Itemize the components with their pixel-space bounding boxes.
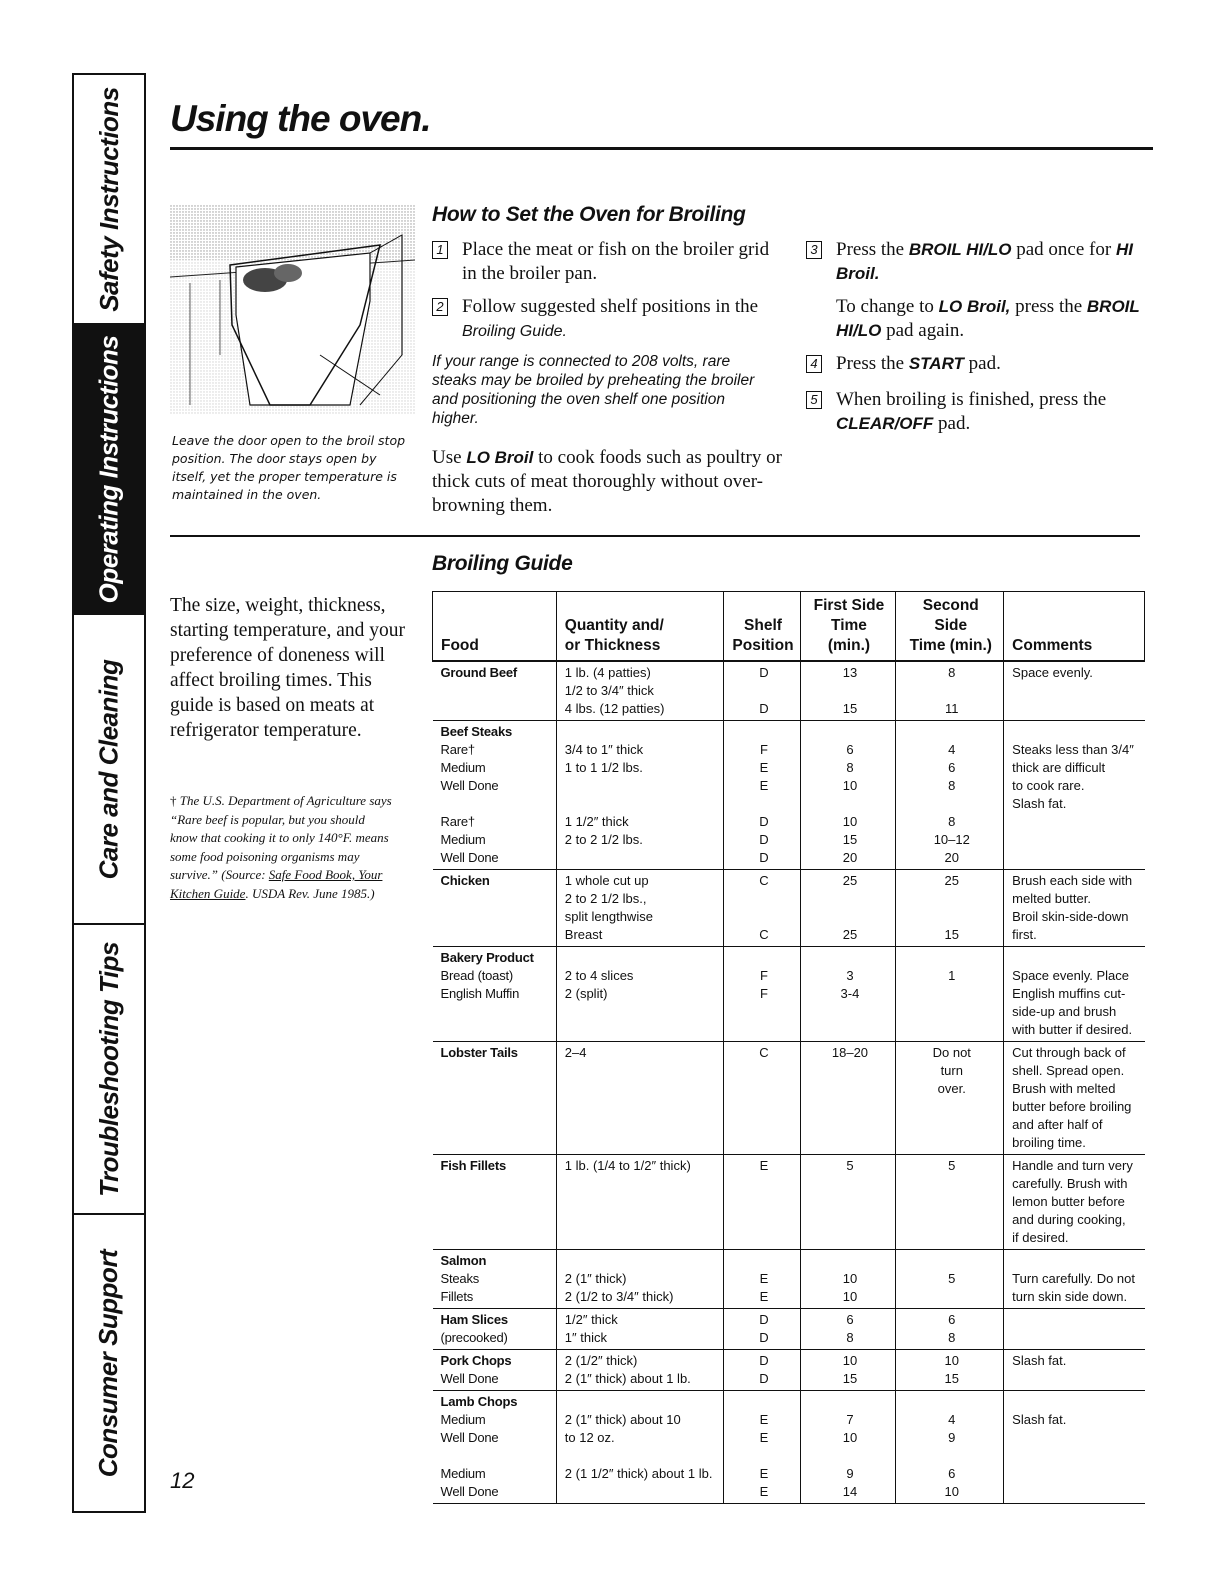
food-category: Salmon bbox=[440, 1253, 487, 1268]
food-category: Ham Slices bbox=[440, 1312, 508, 1327]
food-category: Ground Beef bbox=[440, 665, 518, 680]
quantity-cell: 2 (1/2″ thick) 2 (1″ thick) about 1 lb. bbox=[556, 1350, 724, 1391]
shelf-cell: E E bbox=[724, 1250, 800, 1309]
title-rule bbox=[170, 147, 1153, 150]
tab-safety-instructions[interactable]: Safety Instructions bbox=[74, 75, 144, 325]
table-row bbox=[433, 1155, 1145, 1250]
tab-consumer-support[interactable]: Consumer Support bbox=[93, 1249, 124, 1477]
food-category: Pork Chops bbox=[440, 1353, 512, 1368]
tab-care-and-cleaning[interactable]: Care and Cleaning bbox=[74, 615, 144, 925]
second-side-cell: 8 11 bbox=[896, 661, 1004, 721]
broiling-guide-heading: Broiling Guide bbox=[432, 552, 573, 575]
quantity-cell: 1 lb. (1/4 to 1/2″ thick) bbox=[556, 1155, 724, 1250]
step-number: 1 bbox=[432, 241, 448, 259]
step-text: Place the meat or fish on the broiler grid in the broiler pan. bbox=[462, 239, 770, 284]
step-number: 3 bbox=[806, 241, 822, 259]
step-3: 3 Press the BROIL HI/LO pad once for HI Broil. bbox=[806, 238, 1146, 286]
change-lo-broil-text: To change to LO Broil, press the BROIL HI/LO pad again. bbox=[836, 296, 1140, 341]
col-quantity: Quantity and/ or Thickness bbox=[556, 592, 724, 662]
quantity-cell: 3/4 to 1″ thick 1 to 1 1/2 lbs. 1 1/2″ thick 2 to 2 1/2 lbs. bbox=[556, 721, 724, 870]
first-side-cell: 6 8 bbox=[800, 1309, 896, 1350]
table-row bbox=[433, 1250, 1145, 1309]
food-category: Lobster Tails bbox=[440, 1045, 518, 1060]
table-row bbox=[433, 661, 1145, 721]
second-side-cell: 4 6 8 8 10–12 20 bbox=[896, 721, 1004, 870]
shelf-cell: C bbox=[724, 1042, 800, 1155]
quantity-cell: 2 to 4 slices 2 (split) bbox=[556, 947, 724, 1042]
comments-cell: Steaks less than 3/4″ thick are difficult to cook rare. Slash fat. bbox=[1004, 721, 1145, 870]
broiling-guide-table bbox=[432, 591, 1145, 1504]
food-cell bbox=[433, 1042, 557, 1155]
second-side-cell: 10 15 bbox=[896, 1350, 1004, 1391]
table-row bbox=[433, 721, 1145, 870]
food-category: Lamb Chops bbox=[440, 1394, 518, 1409]
food-variants: Rare† Medium Well Done Rare† Medium Well Done bbox=[440, 742, 499, 865]
quantity-cell: 2–4 bbox=[556, 1042, 724, 1155]
first-side-cell: 6 8 10 10 15 20 bbox=[800, 721, 896, 870]
voltage-note: If your range is connected to 208 volts, rare steaks may be broiled by preheating the broiler and positioning the oven shelf one position higher. bbox=[432, 353, 755, 427]
food-cell bbox=[433, 1250, 557, 1309]
comments-cell: Cut through back of shell. Spread open. Brush with melted butter before broiling and after half of broiling time. bbox=[1004, 1042, 1145, 1155]
first-side-cell: 10 10 bbox=[800, 1250, 896, 1309]
col-second-side: Second Side Time (min.) bbox=[896, 592, 1004, 662]
shelf-cell: D D bbox=[724, 1309, 800, 1350]
tab-troubleshooting-tips[interactable]: Troubleshooting Tips bbox=[74, 925, 144, 1215]
page-number: 12 bbox=[170, 1468, 195, 1493]
col-shelf: Shelf Position bbox=[724, 592, 800, 662]
food-cell bbox=[433, 661, 557, 721]
comments-cell: Handle and turn very carefully. Brush with lemon butter before and during cooking, if desired. bbox=[1004, 1155, 1145, 1250]
quantity-cell: 2 (1″ thick) 2 (1/2 to 3/4″ thick) bbox=[556, 1250, 724, 1309]
food-cell bbox=[433, 870, 557, 947]
food-variants: Steaks Fillets bbox=[440, 1271, 480, 1304]
second-side-cell: 6 8 bbox=[896, 1309, 1004, 1350]
shelf-cell: F E E D D D bbox=[724, 721, 800, 870]
section-tab-bar bbox=[72, 73, 146, 1513]
shelf-cell: D D bbox=[724, 1350, 800, 1391]
table-row bbox=[433, 1350, 1145, 1391]
food-category: Chicken bbox=[440, 873, 490, 888]
shelf-cell: C C bbox=[724, 870, 800, 947]
first-side-cell: 7 10 9 14 bbox=[800, 1391, 896, 1504]
table-row bbox=[433, 1042, 1145, 1155]
comments-cell: Space evenly. Place English muffins cut- side-up and brush with butter if desired. bbox=[1004, 947, 1145, 1042]
oven-broiler-illustration bbox=[170, 205, 415, 425]
second-side-cell: 1 bbox=[896, 947, 1004, 1042]
first-side-cell: 5 bbox=[800, 1155, 896, 1250]
tab-operating-instructions[interactable]: Operating Instructions bbox=[74, 325, 144, 615]
food-category: Fish Fillets bbox=[440, 1158, 507, 1173]
food-variants: Medium Well Done Medium Well Done bbox=[440, 1412, 499, 1499]
comments-cell bbox=[1004, 1309, 1145, 1350]
first-side-cell: 25 25 bbox=[800, 870, 896, 947]
food-cell bbox=[433, 1350, 557, 1391]
table-header-row bbox=[433, 592, 1145, 662]
usda-footnote: † The U.S. Department of Agriculture says “Rare beef is popular, but you should know that cooking it to only 140°F. means some food poisoning organisms may survive.” (Source: Safe Food Book, Your Kitchen Guide. USDA Rev. June 1985.) bbox=[170, 793, 392, 901]
second-side-cell: 5 bbox=[896, 1250, 1004, 1309]
lo-broil-paragraph: Use LO Broil to cook foods such as poultry or thick cuts of meat thoroughly without over-browning them. bbox=[432, 447, 782, 516]
shelf-cell: E E E E bbox=[724, 1391, 800, 1504]
step-5: 5 When broiling is finished, press the CLEAR/OFF pad. bbox=[806, 388, 1146, 436]
food-variants: Well Done bbox=[440, 1371, 499, 1386]
shelf-cell: F F bbox=[724, 947, 800, 1042]
second-side-cell: 5 bbox=[896, 1155, 1004, 1250]
broiling-heading: How to Set the Oven for Broiling bbox=[432, 203, 746, 226]
comments-cell: Space evenly. bbox=[1004, 661, 1145, 721]
second-side-cell: 4 9 6 10 bbox=[896, 1391, 1004, 1504]
food-cell bbox=[433, 1155, 557, 1250]
quantity-cell: 1/2″ thick 1″ thick bbox=[556, 1309, 724, 1350]
first-side-cell: 13 15 bbox=[800, 661, 896, 721]
table-row bbox=[433, 1309, 1145, 1350]
comments-cell: Slash fat. bbox=[1004, 1391, 1145, 1504]
guide-intro: The size, weight, thickness, starting temperature, and your preference of doneness will affect broiling times. This guide is based on meats at refrigerator temperature. bbox=[170, 595, 405, 741]
food-category: Beef Steaks bbox=[440, 724, 513, 739]
food-cell bbox=[433, 947, 557, 1042]
shelf-cell: E bbox=[724, 1155, 800, 1250]
step-4: 4 Press the START pad. bbox=[806, 352, 1146, 376]
step-2: 2 Follow suggested shelf positions in the Broiling Guide. bbox=[432, 295, 782, 344]
comments-cell: Brush each side with melted butter. Broil skin-side-down first. bbox=[1004, 870, 1145, 947]
shelf-cell: D D bbox=[724, 661, 800, 721]
step-number: 4 bbox=[806, 355, 822, 373]
second-side-cell: Do not turn over. bbox=[896, 1042, 1004, 1155]
food-category: Bakery Product bbox=[440, 950, 534, 965]
broiling-guide-ref: Broiling Guide. bbox=[462, 323, 567, 340]
quantity-cell: 2 (1″ thick) about 10 to 12 oz. 2 (1 1/2″ thick) about 1 lb. bbox=[556, 1391, 724, 1504]
food-variants: (precooked) bbox=[440, 1330, 508, 1345]
comments-cell: Slash fat. bbox=[1004, 1350, 1145, 1391]
food-cell bbox=[433, 721, 557, 870]
table-row bbox=[433, 1391, 1145, 1504]
col-first-side: First Side Time (min.) bbox=[800, 592, 896, 662]
quantity-cell: 1 lb. (4 patties) 1/2 to 3/4″ thick 4 lbs. (12 patties) bbox=[556, 661, 724, 721]
comments-cell: Turn carefully. Do not turn skin side down. bbox=[1004, 1250, 1145, 1309]
first-side-cell: 3 3-4 bbox=[800, 947, 896, 1042]
step-1 bbox=[432, 238, 782, 286]
step-number: 5 bbox=[806, 391, 822, 409]
food-cell bbox=[433, 1391, 557, 1504]
page-title: Using the oven. bbox=[170, 98, 431, 139]
col-food: Food bbox=[433, 592, 557, 662]
section-divider bbox=[170, 535, 1140, 537]
table-row bbox=[433, 947, 1145, 1042]
food-variants: Bread (toast) English Muffin bbox=[440, 968, 520, 1001]
step-number: 2 bbox=[432, 298, 448, 316]
quantity-cell: 1 whole cut up 2 to 2 1/2 lbs., split lengthwise Breast bbox=[556, 870, 724, 947]
table-row bbox=[433, 870, 1145, 947]
second-side-cell: 25 15 bbox=[896, 870, 1004, 947]
first-side-cell: 10 15 bbox=[800, 1350, 896, 1391]
first-side-cell: 18–20 bbox=[800, 1042, 896, 1155]
illustration-caption: Leave the door open to the broil stop position. The door stays open by itself, yet the proper temperature is maintained in the oven. bbox=[172, 433, 406, 502]
food-cell bbox=[433, 1309, 557, 1350]
col-comments: Comments bbox=[1004, 592, 1145, 662]
